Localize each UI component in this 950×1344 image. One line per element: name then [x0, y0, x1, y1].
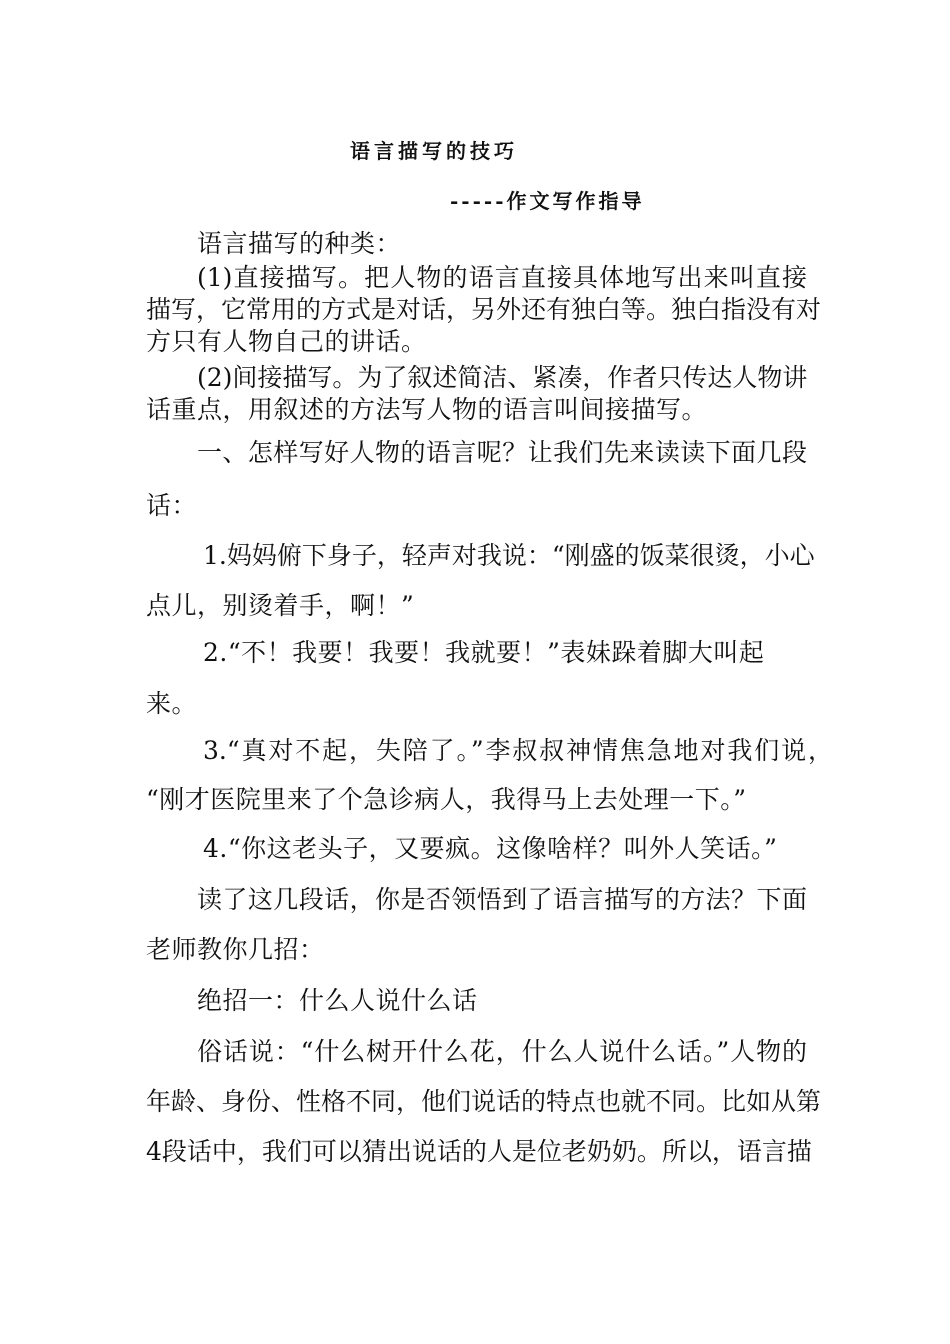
- paragraph-line: 3.“真对不起，失陪了。”李叔叔神情焦急地对我们说，: [203, 736, 833, 765]
- paragraph-line: 俗话说：“什么树开什么花，什么人说什么话。”人物的: [197, 1037, 807, 1066]
- paragraph-line: “刚才医院里来了个急诊病人，我得马上去处理一下。”: [146, 785, 747, 814]
- paragraph-line: 4.“你这老头子，又要疯。这像啥样？叫外人笑话。”: [203, 834, 778, 863]
- document-title: 语言描写的技巧: [350, 139, 518, 163]
- paragraph-line: 语言描写的种类：: [197, 229, 402, 258]
- paragraph-line: 绝招一：什么人说什么话: [197, 986, 478, 1015]
- paragraph-line: 话重点，用叙述的方法写人物的语言叫间接描写。: [146, 395, 708, 424]
- paragraph-line: 点儿，别烫着手，啊！”: [146, 591, 415, 620]
- paragraph-line: 一、怎样写好人物的语言呢？让我们先来读读下面几段: [197, 438, 807, 467]
- paragraph-line: 年龄、身份、性格不同，他们说话的特点也就不同。比如从第: [146, 1087, 822, 1116]
- paragraph-line: 方只有人物自己的讲话。: [146, 327, 427, 356]
- paragraph-line: 描写，它常用的方式是对话，另外还有独白等。独白指没有对: [146, 295, 822, 324]
- paragraph-line: (2)间接描写。为了叙述简洁、紧凑，作者只传达人物讲: [197, 363, 808, 392]
- paragraph-line: 4段话中，我们可以猜出说话的人是位老奶奶。所以，语言描: [146, 1137, 812, 1166]
- document-subtitle: -----作文写作指导: [450, 189, 645, 213]
- paragraph-line: 1.妈妈俯下身子，轻声对我说：“刚盛的饭菜很烫，小心: [203, 541, 815, 570]
- paragraph-line: 老师教你几招：: [146, 935, 325, 964]
- paragraph-line: 话：: [146, 491, 198, 520]
- paragraph-line: (1)直接描写。把人物的语言直接具体地写出来叫直接: [197, 263, 807, 292]
- paragraph-line: 读了这几段话，你是否领悟到了语言描写的方法？下面: [197, 885, 807, 914]
- paragraph-line: 2.“不！我要！我要！我就要！”表妹跺着脚大叫起: [203, 638, 765, 667]
- paragraph-line: 来。: [146, 689, 198, 718]
